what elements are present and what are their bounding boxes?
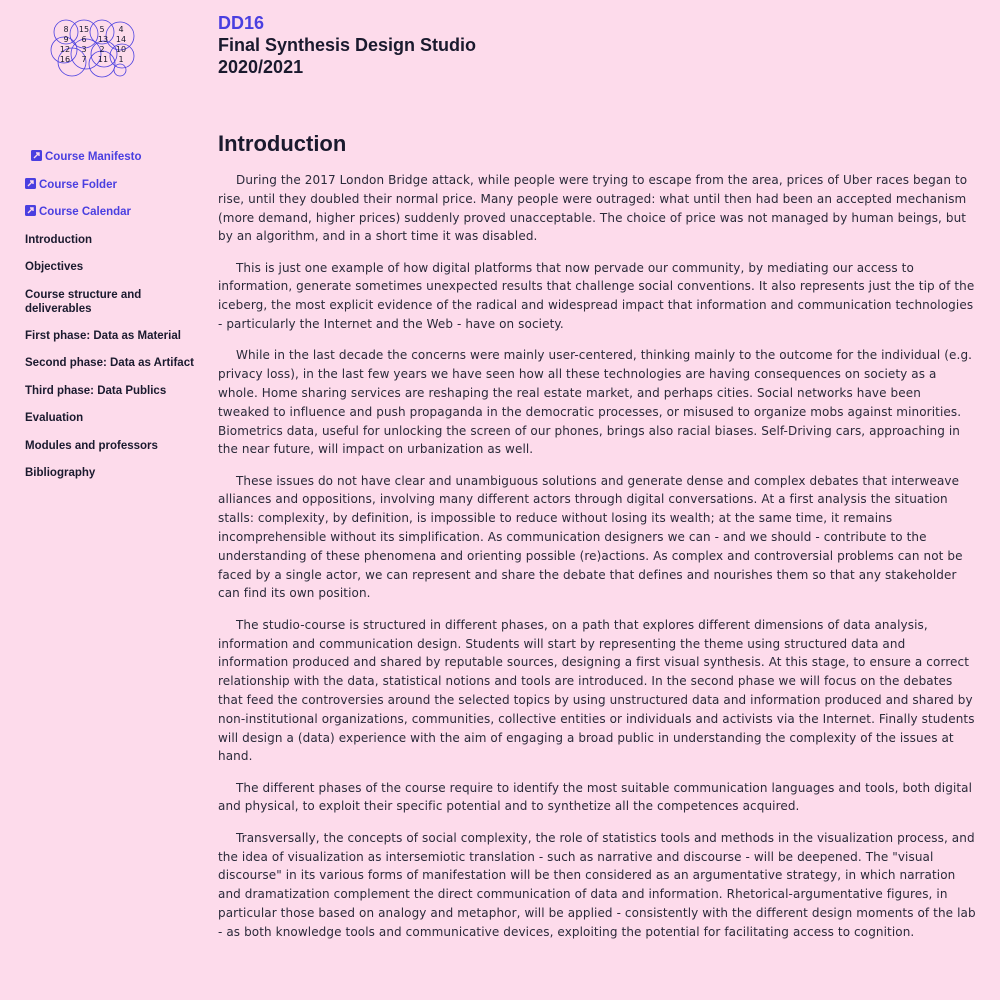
sidebar-item-label: Course Calendar — [39, 206, 132, 218]
course-title: Final Synthesis Design Studio — [218, 35, 477, 55]
logo-number: 2 — [99, 45, 105, 54]
external-link-icon — [25, 205, 36, 216]
sidebar-item-label: Course Folder — [39, 178, 117, 191]
intro-paragraph: Transversally, the concepts of social complexity, the role of statistics tools and methods in the visualization process, and the idea of visualization as intersemiotic translation - such as narrative and discourse - will be deepened. The "visual discourse" in its various forms of manifestation will be then considered as an argumentative strategy, in which narration and dramatization complement the direct communication of data and information. Rhetorical-argumentative figures, in particular those based on analogy and metaphor, will be applied - consistently with the different design moments of the lab - as both knowledge tools and communicative devices, exploiting the potential for facilitating access to cognition. — [218, 830, 976, 939]
sidebar-item-course-folder[interactable] — [25, 178, 210, 192]
sidebar-item-objectives[interactable]: Objectives — [25, 261, 84, 273]
intro-paragraph: While in the last decade the concerns were mainly user-centered, thinking mainly to the outcome for the individual (e.g. privacy loss), in the last few years we have seen how all these technologies are having consequences on society as a whole. Home sharing services are reshaping the real estate market, and perhaps cities. Social networks have been tweaked to influence and push propaganda in the democratic processes, or misused to organize mobs against minorities. Biometrics data, useful for unlocking the screen of our phones, brings also racial biases. Self-Driving cars, approaching in the near future, will impact on urbanization as well. — [218, 348, 973, 457]
logo-number: 4 — [118, 25, 124, 34]
intro-paragraph: The studio-course is structured in different phases, on a path that explores different dimensions of data analysis, information and communication design. Students will start by representing the theme using structured data and information produced and shared by reputable sources, designing a first visual synthesis. At this stage, to ensure a correct relationship with the data, statistical notions and tools are introduced. In the second phase we will focus on the debates that feed the controversies around the selected topics by using unstructured data and information produced and shared by non-institutional organizations, communities, collective entities or individuals and activists via the Internet. Finally students will design a (data) experience with the aim of engaging a broad public in understanding the complexity of the issues at hand. — [218, 617, 975, 764]
intro-paragraph: These issues do not have clear and unambiguous solutions and generate dense and complex debates that interweave alliances and oppositions, involving many different actors through digital conversations. At a first analysis the situation stalls: complexity, by definition, is impossible to reduce without losing its wealth; at the same time, it remains incomprehensible without its simplification. As communication designers we can - and we should - contribute to the understanding of these phenomena and orienting possible (re)actions. As complex and controversial problems can not be faced by a single actor, we can represent and share the debate that defines and nourishes them so that any stakeholder can find its own position. — [218, 473, 963, 601]
course-logo[interactable] — [46, 14, 142, 78]
logo-number: 5 — [99, 25, 105, 34]
logo-circles-graphic — [46, 14, 142, 78]
sidebar-item-course-structure[interactable]: Course structure and deliverables — [25, 288, 142, 315]
intro-paragraph: This is just one example of how digital platforms that now pervade our community, by mediating our access to information, generate sometimes unexpected results that challenge social conventions. It also represents just the tip of the iceberg, the most explicit evidence of the radical and widespread impact that information and communication technologies - particularly the Internet and the Web - have on society. — [218, 260, 975, 332]
logo-number: 16 — [59, 55, 71, 64]
logo-number: 9 — [63, 35, 69, 44]
sidebar-item-course-calendar[interactable] — [25, 205, 210, 219]
logo-number: 13 — [97, 35, 109, 44]
logo-number: 3 — [81, 45, 87, 54]
course-header — [218, 12, 476, 78]
sidebar-item-label: Course Manifesto — [45, 151, 142, 163]
sidebar-item-first-phase[interactable]: First phase: Data as Material — [25, 329, 181, 342]
logo-number: 7 — [81, 55, 87, 64]
logo-number: 15 — [78, 25, 90, 34]
sidebar-item-modules-professors[interactable]: Modules and professors — [25, 439, 158, 452]
course-code[interactable]: DD16 — [218, 13, 265, 33]
intro-paragraph: The different phases of the course require to identify the most suitable communication languages and tools, both digital and physical, to exploit their specific potential and to synthetize all the competences acquired. — [218, 780, 973, 814]
sidebar-item-bibliography[interactable]: Bibliography — [25, 467, 96, 479]
logo-number: 6 — [81, 35, 87, 44]
logo-number: 11 — [97, 55, 109, 64]
sidebar-item-introduction[interactable]: Introduction — [25, 233, 93, 246]
sidebar-item-evaluation[interactable]: Evaluation — [25, 412, 84, 424]
section-heading: Introduction — [218, 131, 347, 156]
intro-paragraph: During the 2017 London Bridge attack, while people were trying to escape from the area, prices of Uber races began to rise, until they doubled their normal price. Many people were outraged: what until then had been an accepted mechanism (more demand, higher prices) suddenly proved unacceptable. The choice of price was not managed by human beings, but by an algorithm, and in a short time it was disabled. — [218, 173, 968, 244]
external-link-icon — [31, 150, 42, 161]
logo-number: 8 — [63, 25, 69, 34]
sidebar-item-second-phase[interactable]: Second phase: Data as Artifact — [25, 357, 194, 369]
external-link-icon — [25, 178, 36, 189]
sidebar-item-course-manifesto[interactable] — [25, 150, 210, 164]
logo-number: 10 — [115, 45, 127, 54]
sidebar-nav — [25, 150, 210, 494]
course-year: 2020/2021 — [218, 57, 304, 77]
logo-number: 14 — [115, 35, 127, 44]
main-content — [218, 130, 976, 954]
logo-number: 1 — [118, 55, 124, 64]
logo-number: 12 — [59, 45, 71, 54]
sidebar-item-third-phase[interactable]: Third phase: Data Publics — [25, 384, 167, 397]
